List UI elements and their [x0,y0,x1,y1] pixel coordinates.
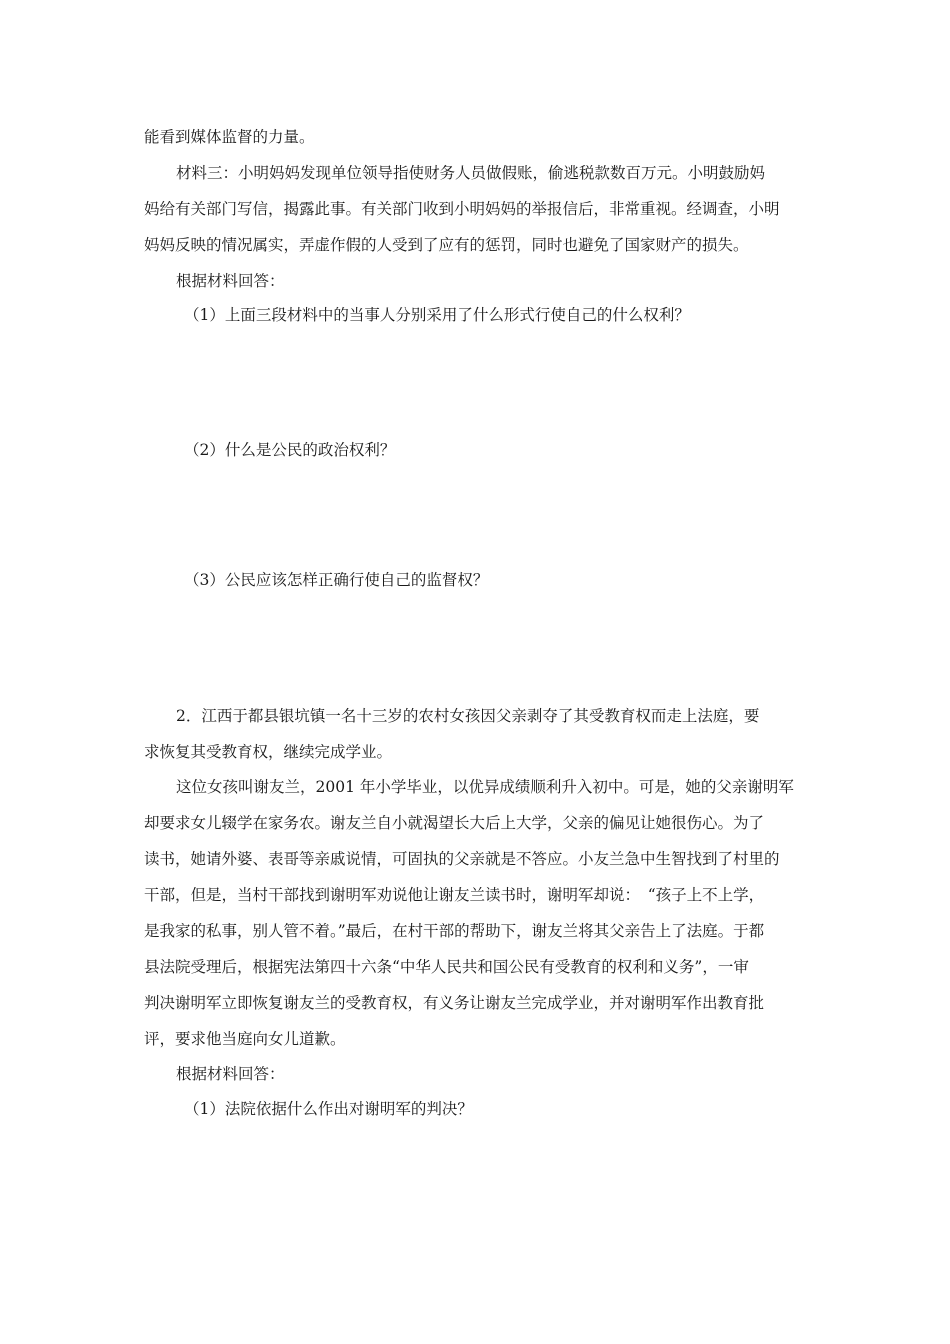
question-1: （1）上面三段材料中的当事人分别采用了什么形式行使自己的什么权利？ [184,306,690,324]
text-line: 求恢复其受教育权，继续完成学业。 [144,743,393,761]
text-line: 妈妈反映的情况属实，弄虚作假的人受到了应有的惩罚，同时也避免了国家财产的损失。 [144,236,749,254]
case-2-paragraph: 2．江西于都县银坑镇一名十三岁的农村女孩因父亲剥夺了其受教育权而走上法庭，要 [176,707,760,725]
answer-prompt: 根据材料回答： [176,272,285,290]
text-line: 却要求女儿辍学在家务农。谢友兰自小就渴望长大后上大学，父亲的偏见让她很伤心。为了 [144,814,765,832]
question-case-2-1: （1）法院依据什么作出对谢明军的判决？ [184,1100,473,1118]
text-line: 妈给有关部门写信，揭露此事。有关部门收到小明妈妈的举报信后，非常重视。经调查，小明 [144,200,780,218]
answer-prompt: 根据材料回答： [176,1065,285,1083]
text-line: 县法院受理后，根据宪法第四十六条“中华人民共和国公民有受教育的权利和义务”，一审 [144,958,749,976]
material-three-paragraph: 材料三：小明妈妈发现单位领导指使财务人员做假账，偷逃税款数百万元。小明鼓励妈 [176,164,766,182]
case-story-paragraph: 这位女孩叫谢友兰，2001 年小学毕业，以优异成绩顺利升入初中。可是，她的父亲谢明军 [176,778,794,796]
text-line: 能看到媒体监督的力量。 [144,128,315,146]
text-line: 是我家的私事，别人管不着。”最后，在村干部的帮助下，谢友兰将其父亲告上了法庭。于都 [144,922,765,940]
text-line: 判决谢明军立即恢复谢友兰的受教育权，有义务让谢友兰完成学业，并对谢明军作出教育批 [144,994,765,1012]
question-3: （3）公民应该怎样正确行使自己的监督权？ [184,571,489,589]
question-2: （2）什么是公民的政治权利？ [184,441,396,459]
text-line: 读书，她请外婆、表哥等亲戚说情，可固执的父亲就是不答应。小友兰急中生智找到了村里的 [144,850,780,868]
text-line: 评，要求他当庭向女儿道歉。 [144,1030,346,1048]
text-line: 干部，但是，当村干部找到谢明军劝说他让谢友兰读书时，谢明军却说： “孩子上不上学， [144,886,765,904]
